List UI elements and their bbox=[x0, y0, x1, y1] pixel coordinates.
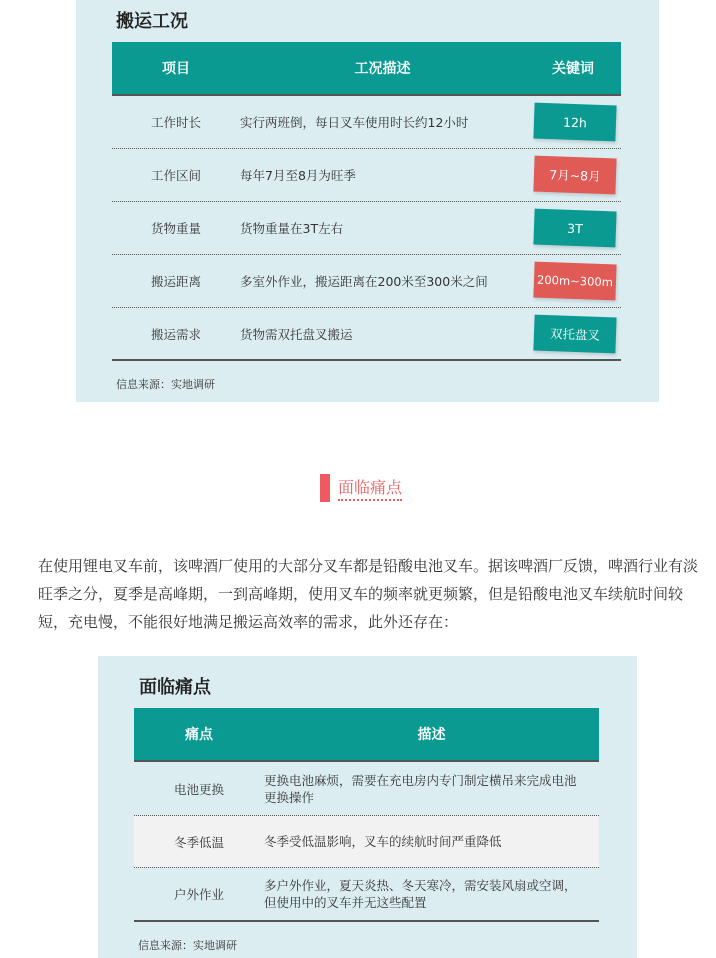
row-item: 搬运距离 bbox=[150, 274, 201, 289]
work-conditions-table bbox=[112, 42, 621, 361]
table-row bbox=[112, 308, 621, 361]
row-desc: 货物重量在3T左右 bbox=[240, 221, 344, 236]
header-item: 项目 bbox=[162, 61, 190, 77]
row-item: 电池更换 bbox=[173, 781, 224, 797]
keyword-tag: 200m~300m bbox=[533, 262, 616, 301]
row-keyword-cell bbox=[529, 316, 621, 352]
heading-accent-bar bbox=[320, 474, 330, 502]
row-desc: 冬季受低温影响，叉车的续航时间严重降低 bbox=[264, 834, 502, 849]
row-desc: 每年7月至8月为旺季 bbox=[240, 168, 356, 183]
table-row bbox=[112, 96, 621, 149]
row-keyword-cell bbox=[529, 263, 621, 299]
source-note: 信息来源：实地调研 bbox=[138, 939, 237, 952]
work-conditions-card bbox=[76, 0, 659, 402]
row-item: 工作区间 bbox=[150, 168, 201, 183]
row-desc: 实行两班倒，每日叉车使用时长约12小时 bbox=[240, 115, 469, 130]
source-note: 信息来源：实地调研 bbox=[116, 378, 215, 391]
row-desc: 更换电池麻烦，需要在充电房内专门制定横吊来完成电池更换操作 bbox=[264, 772, 577, 805]
keyword-tag: 双托盘叉 bbox=[533, 314, 616, 353]
row-item: 工作时长 bbox=[150, 115, 201, 130]
pain-points-card bbox=[98, 656, 637, 958]
row-item: 搬运需求 bbox=[150, 326, 201, 342]
pain-points-table bbox=[134, 708, 599, 922]
section-heading-text: 面临痛点 bbox=[338, 475, 402, 501]
table-row bbox=[134, 868, 599, 922]
row-item: 冬季低温 bbox=[173, 834, 224, 850]
header-keyword: 关键词 bbox=[552, 61, 594, 77]
header-desc: 工况描述 bbox=[354, 61, 411, 77]
row-keyword-cell bbox=[529, 157, 621, 193]
table-header bbox=[112, 42, 621, 96]
table-row bbox=[112, 255, 621, 308]
body-paragraph: 在使用锂电叉车前，该啤酒厂使用的大部分叉车都是铅酸电池叉车。据该啤酒厂反馈，啤酒行业有淡旺季之分，夏季是高峰期，一到高峰期，使用叉车的频率就更频繁，但是铅酸电池叉车续航时间较短，充电慢，不能很好地满足搬运高效率的需求，此外还存在： bbox=[38, 557, 699, 631]
header-desc: 描述 bbox=[417, 727, 446, 743]
row-item: 货物重量 bbox=[150, 221, 201, 236]
row-desc: 货物需双托盘叉搬运 bbox=[240, 326, 353, 342]
table-header bbox=[134, 708, 599, 762]
work-conditions-title: 搬运工况 bbox=[116, 11, 188, 32]
keyword-tag: 12h bbox=[533, 103, 616, 142]
table-row bbox=[112, 149, 621, 202]
row-desc: 多户外作业，夏天炎热、冬天寒冷，需安装风扇或空调，但使用中的叉车并无这些配置 bbox=[264, 878, 577, 910]
row-keyword-cell bbox=[529, 210, 621, 246]
section-heading bbox=[320, 474, 402, 502]
pain-points-title: 面临痛点 bbox=[139, 677, 211, 698]
table-row bbox=[134, 762, 599, 816]
table-row bbox=[112, 202, 621, 255]
row-keyword-cell bbox=[529, 104, 621, 140]
table-row bbox=[134, 816, 599, 868]
row-item: 户外作业 bbox=[173, 887, 224, 902]
row-desc: 多室外作业，搬运距离在200米至300米之间 bbox=[240, 274, 488, 289]
keyword-tag: 7月~8月 bbox=[533, 156, 616, 195]
header-painpoint: 痛点 bbox=[185, 727, 213, 743]
keyword-tag: 3T bbox=[533, 209, 616, 248]
